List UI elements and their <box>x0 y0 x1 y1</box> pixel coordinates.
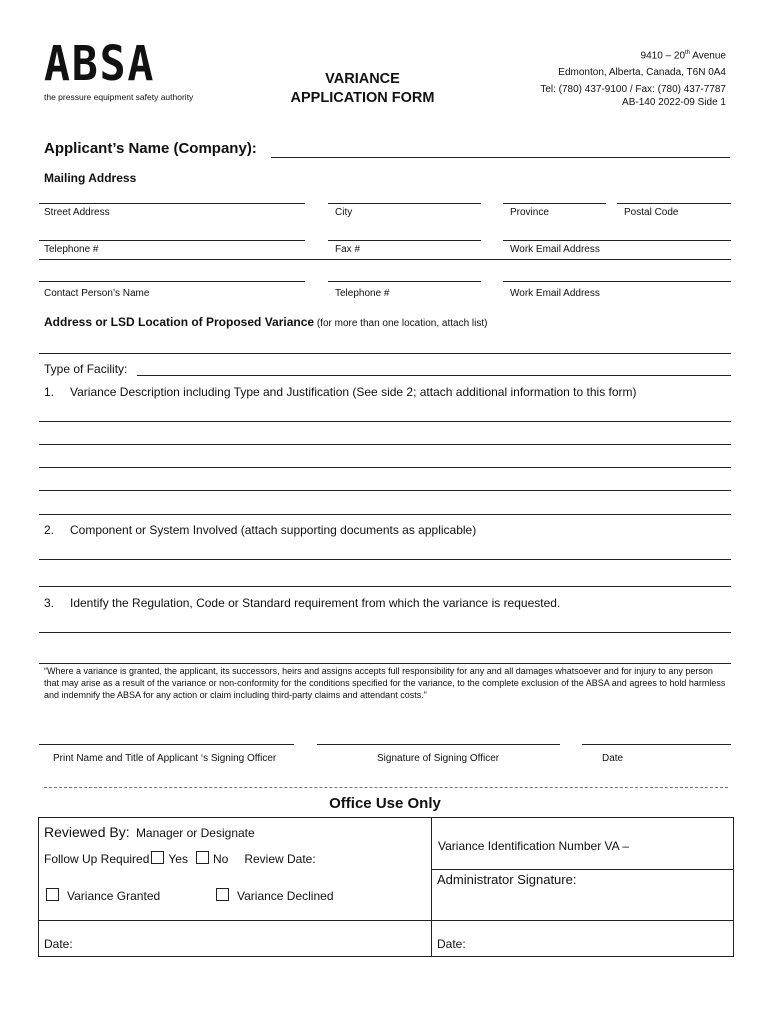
contact-telephone-label: Telephone # <box>335 288 390 299</box>
applicant-name-field[interactable] <box>271 157 730 158</box>
reviewed-by-label: Reviewed By: <box>44 824 130 840</box>
q1-number: 1. <box>44 385 55 399</box>
variance-granted-checkbox[interactable] <box>46 888 59 901</box>
q2-line[interactable] <box>39 586 731 587</box>
q2-label: Component or System Involved (attach supporting documents as applicable) <box>70 523 477 537</box>
contact-name-field[interactable] <box>39 281 305 282</box>
location-note: (for more than one location, attach list) <box>316 318 488 329</box>
facility-field[interactable] <box>137 375 731 376</box>
q1-line[interactable] <box>39 490 731 491</box>
logo-tagline: the pressure equipment safety authority <box>44 92 194 102</box>
dashed-separator <box>44 787 728 788</box>
q3-label: Identify the Regulation, Code or Standard requirement from which the variance is requested. <box>70 596 561 610</box>
form-title <box>270 70 455 108</box>
q2-line[interactable] <box>39 559 731 560</box>
q3-line[interactable] <box>39 632 731 633</box>
variance-id-label: Variance Identification Number VA – <box>438 839 629 853</box>
address-city: Edmonton, Alberta, Canada, T6N 0A4 <box>558 67 726 79</box>
q3-line[interactable] <box>39 663 731 664</box>
review-date-label: Review Date: <box>244 852 316 866</box>
variance-declined-checkbox[interactable] <box>216 888 229 901</box>
address-street <box>540 45 726 64</box>
address-phone: Tel: (780) 437-9100 / Fax: (780) 437-7787 <box>540 84 726 96</box>
date-label: Date <box>602 753 624 764</box>
divider <box>39 259 731 260</box>
province-label: Province <box>510 207 549 218</box>
location-label: Address or LSD Location of Proposed Variance <box>44 315 315 329</box>
q2-number: 2. <box>44 523 55 537</box>
form-title-line2: APPLICATION FORM <box>290 90 435 106</box>
form-code: AB-140 2022-09 Side 1 <box>622 97 726 109</box>
fax-field[interactable] <box>328 240 481 241</box>
liability-disclaimer: “Where a variance is granted, the applicant, its successors, heirs and assigns accepts full responsibility for any and all damages whatsoever and for injury to any person that may arise as a result of the variance or non-conformity for the conditions specified for the variance, to the complete exclusion of the ABSA and agrees to hold harmless and indemnify the ABSA for any action or claim including third-party claims and attendant costs.” <box>44 666 726 700</box>
q1-line[interactable] <box>39 421 731 422</box>
mailing-address-label: Mailing Address <box>44 171 137 185</box>
work-email-field[interactable] <box>503 240 731 241</box>
contact-email-label: Work Email Address <box>510 288 600 299</box>
street-name: Avenue <box>690 50 726 62</box>
city-field[interactable] <box>328 203 481 204</box>
signature-label: Signature of Signing Officer <box>377 753 500 764</box>
location-heading <box>44 315 487 329</box>
street-suffix: th <box>685 50 691 56</box>
office-vertical-divider <box>431 817 432 956</box>
follow-up-no-checkbox[interactable] <box>196 851 209 864</box>
contact-email-field[interactable] <box>503 281 731 282</box>
telephone-field[interactable] <box>39 240 305 241</box>
q1-line[interactable] <box>39 514 731 515</box>
street-number: 9410 – 20 <box>640 50 686 62</box>
variance-declined-label: Variance Declined <box>237 889 334 903</box>
variance-declined-row <box>214 888 334 903</box>
variance-granted-label: Variance Granted <box>67 889 161 903</box>
office-use-title: Office Use Only <box>329 795 441 812</box>
office-date-right: Date: <box>437 937 466 951</box>
logo-text: ABSA <box>44 36 156 92</box>
follow-up-label: Follow Up Required <box>44 852 150 866</box>
work-email-label: Work Email Address <box>510 244 600 255</box>
print-name-label: Print Name and Title of Applicant ‘s Signing Officer <box>53 753 277 764</box>
q1-line[interactable] <box>39 444 731 445</box>
postal-code-label: Postal Code <box>624 207 679 218</box>
follow-up-yes-checkbox[interactable] <box>151 851 164 864</box>
office-date-left: Date: <box>44 937 73 951</box>
postal-code-field[interactable] <box>617 203 731 204</box>
contact-name-label: Contact Person’s Name <box>44 288 150 299</box>
contact-telephone-field[interactable] <box>328 281 481 282</box>
q1-line[interactable] <box>39 467 731 468</box>
date-field[interactable] <box>582 744 731 745</box>
address-block <box>540 45 726 111</box>
q1-label: Variance Description including Type and Justification (See side 2; attach additional information to this form) <box>70 385 637 399</box>
telephone-label: Telephone # <box>44 244 99 255</box>
variance-granted-row <box>44 888 160 903</box>
no-label: No <box>212 852 229 866</box>
form-title-line1: VARIANCE <box>325 71 400 87</box>
absa-logo <box>44 36 194 102</box>
reviewed-by-row <box>44 824 255 840</box>
city-label: City <box>335 207 353 218</box>
admin-signature-label: Administrator Signature: <box>437 872 577 887</box>
office-divider-bottom <box>38 920 733 921</box>
print-name-field[interactable] <box>39 744 294 745</box>
q3-number: 3. <box>44 596 55 610</box>
reviewed-by-detail: Manager or Designate <box>135 826 255 840</box>
follow-up-row <box>44 851 316 866</box>
facility-label: Type of Facility: <box>44 362 128 376</box>
province-field[interactable] <box>503 203 606 204</box>
signature-field[interactable] <box>317 744 560 745</box>
street-address-label: Street Address <box>44 207 110 218</box>
office-divider-right <box>431 869 733 870</box>
yes-label: Yes <box>168 852 188 866</box>
street-address-field[interactable] <box>39 203 305 204</box>
fax-label: Fax # <box>335 244 361 255</box>
applicant-name-label: Applicant’s Name (Company): <box>44 140 257 157</box>
location-field[interactable] <box>39 353 731 354</box>
